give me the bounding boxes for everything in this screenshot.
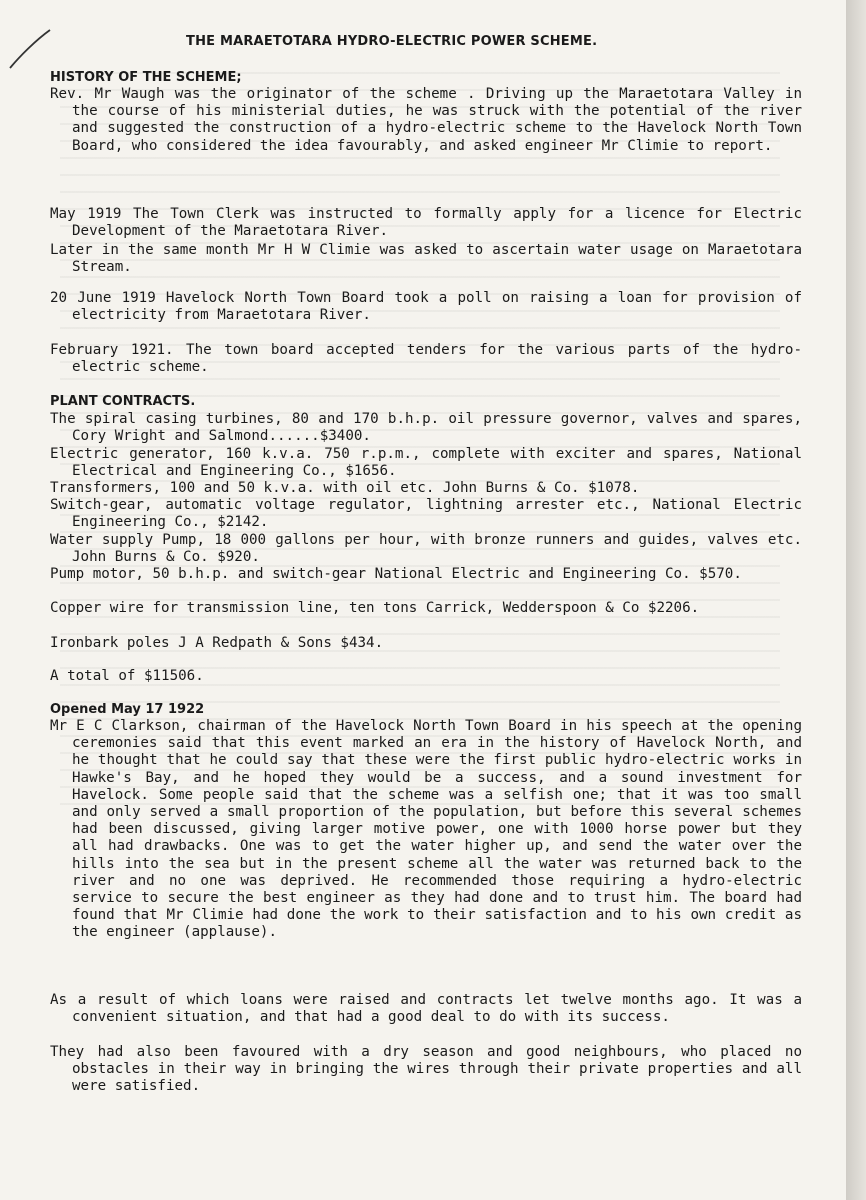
opened-paragraph: As a result of which loans were raised and contracts let twelve months ago. It was a convenient situation, and that had a good deal to do with its success.	[50, 992, 802, 1026]
history-paragraph: Later in the same month Mr H W Climie was asked to ascertain water usage on Maraetotara Stream.	[50, 242, 802, 276]
contract-item: Transformers, 100 and 50 k.v.a. with oil etc. John Burns & Co. $1078.	[50, 480, 640, 496]
history-paragraph: February 1921. The town board accepted tenders for the various parts of the hydro-electric scheme.	[50, 342, 802, 376]
contracts-heading: PLANT CONTRACTS.	[50, 394, 196, 409]
document-title: THE MARAETOTARA HYDRO-ELECTRIC POWER SCHEME.	[186, 34, 598, 49]
history-paragraph: May 1919 The Town Clerk was instructed to formally apply for a licence for Electric Development of the Maraetotara River.	[50, 206, 802, 240]
page-edge	[846, 0, 866, 1200]
contracts-total: A total of $11506.	[50, 668, 204, 684]
contract-item: Switch-gear, automatic voltage regulator, lightning arrester etc., National Electric Engineering Co., $2142.	[50, 497, 802, 531]
contract-item: Electric generator, 160 k.v.a. 750 r.p.m., complete with exciter and spares, National Electrical and Engineering Co., $1656.	[50, 446, 802, 480]
history-heading: HISTORY OF THE SCHEME;	[50, 70, 242, 85]
opened-paragraph: They had also been favoured with a dry season and good neighbours, who placed no obstacles in their way in bringing the wires through their private properties and all were satisfied.	[50, 1044, 802, 1095]
contract-item: Pump motor, 50 b.h.p. and switch-gear National Electric and Engineering Co. $570.	[50, 566, 742, 582]
history-paragraph: Rev. Mr Waugh was the originator of the scheme . Driving up the Maraetotara Valley in the course of his ministerial duties, he was struck with the potential of the river and suggested the construction of a hydro-electric scheme to the Havelock North Town Board, who considered the idea favourably, and asked engineer Mr Climie to report.	[50, 86, 802, 154]
history-paragraph: 20 June 1919 Havelock North Town Board took a poll on raising a loan for provision of electricity from Maraetotara River.	[50, 290, 802, 324]
pen-mark-icon	[6, 28, 54, 72]
opened-heading: Opened May 17 1922	[50, 702, 205, 717]
contract-item: The spiral casing turbines, 80 and 170 b.h.p. oil pressure governor, valves and spares, Cory Wright and Salmond......$3400.	[50, 411, 802, 445]
contract-item: Water supply Pump, 18 000 gallons per hour, with bronze runners and guides, valves etc. John Burns & Co. $920.	[50, 532, 802, 566]
contract-item: Ironbark poles J A Redpath & Sons $434.	[50, 635, 384, 651]
opened-paragraph: Mr E C Clarkson, chairman of the Havelock North Town Board in his speech at the opening ceremonies said that this event marked an era in the history of Havelock North, and he thought that he could say that these were the first public hydro-electric works in Hawke's Bay, and he hoped they would be a success, and a sound investment for Havelock. Some people said that the scheme was a selfish one; that it was too small and only served a small proportion of the population, but before this several schemes had been discussed, giving larger motive power, one with 1000 horse power but they all had drawbacks. One was to get the water higher up, and send the water over the hills into the sea but in the present scheme all the water was returned back to the river and no one was deprived. He recommended those requiring a hydro-electric service to secure the best engineer as they had done and to trust him. The board had found that Mr Climie had done the work to their satisfaction and to his own credit as the engineer (applause).	[50, 718, 802, 941]
contract-item: Copper wire for transmission line, ten tons Carrick, Wedderspoon & Co $2206.	[50, 600, 700, 616]
